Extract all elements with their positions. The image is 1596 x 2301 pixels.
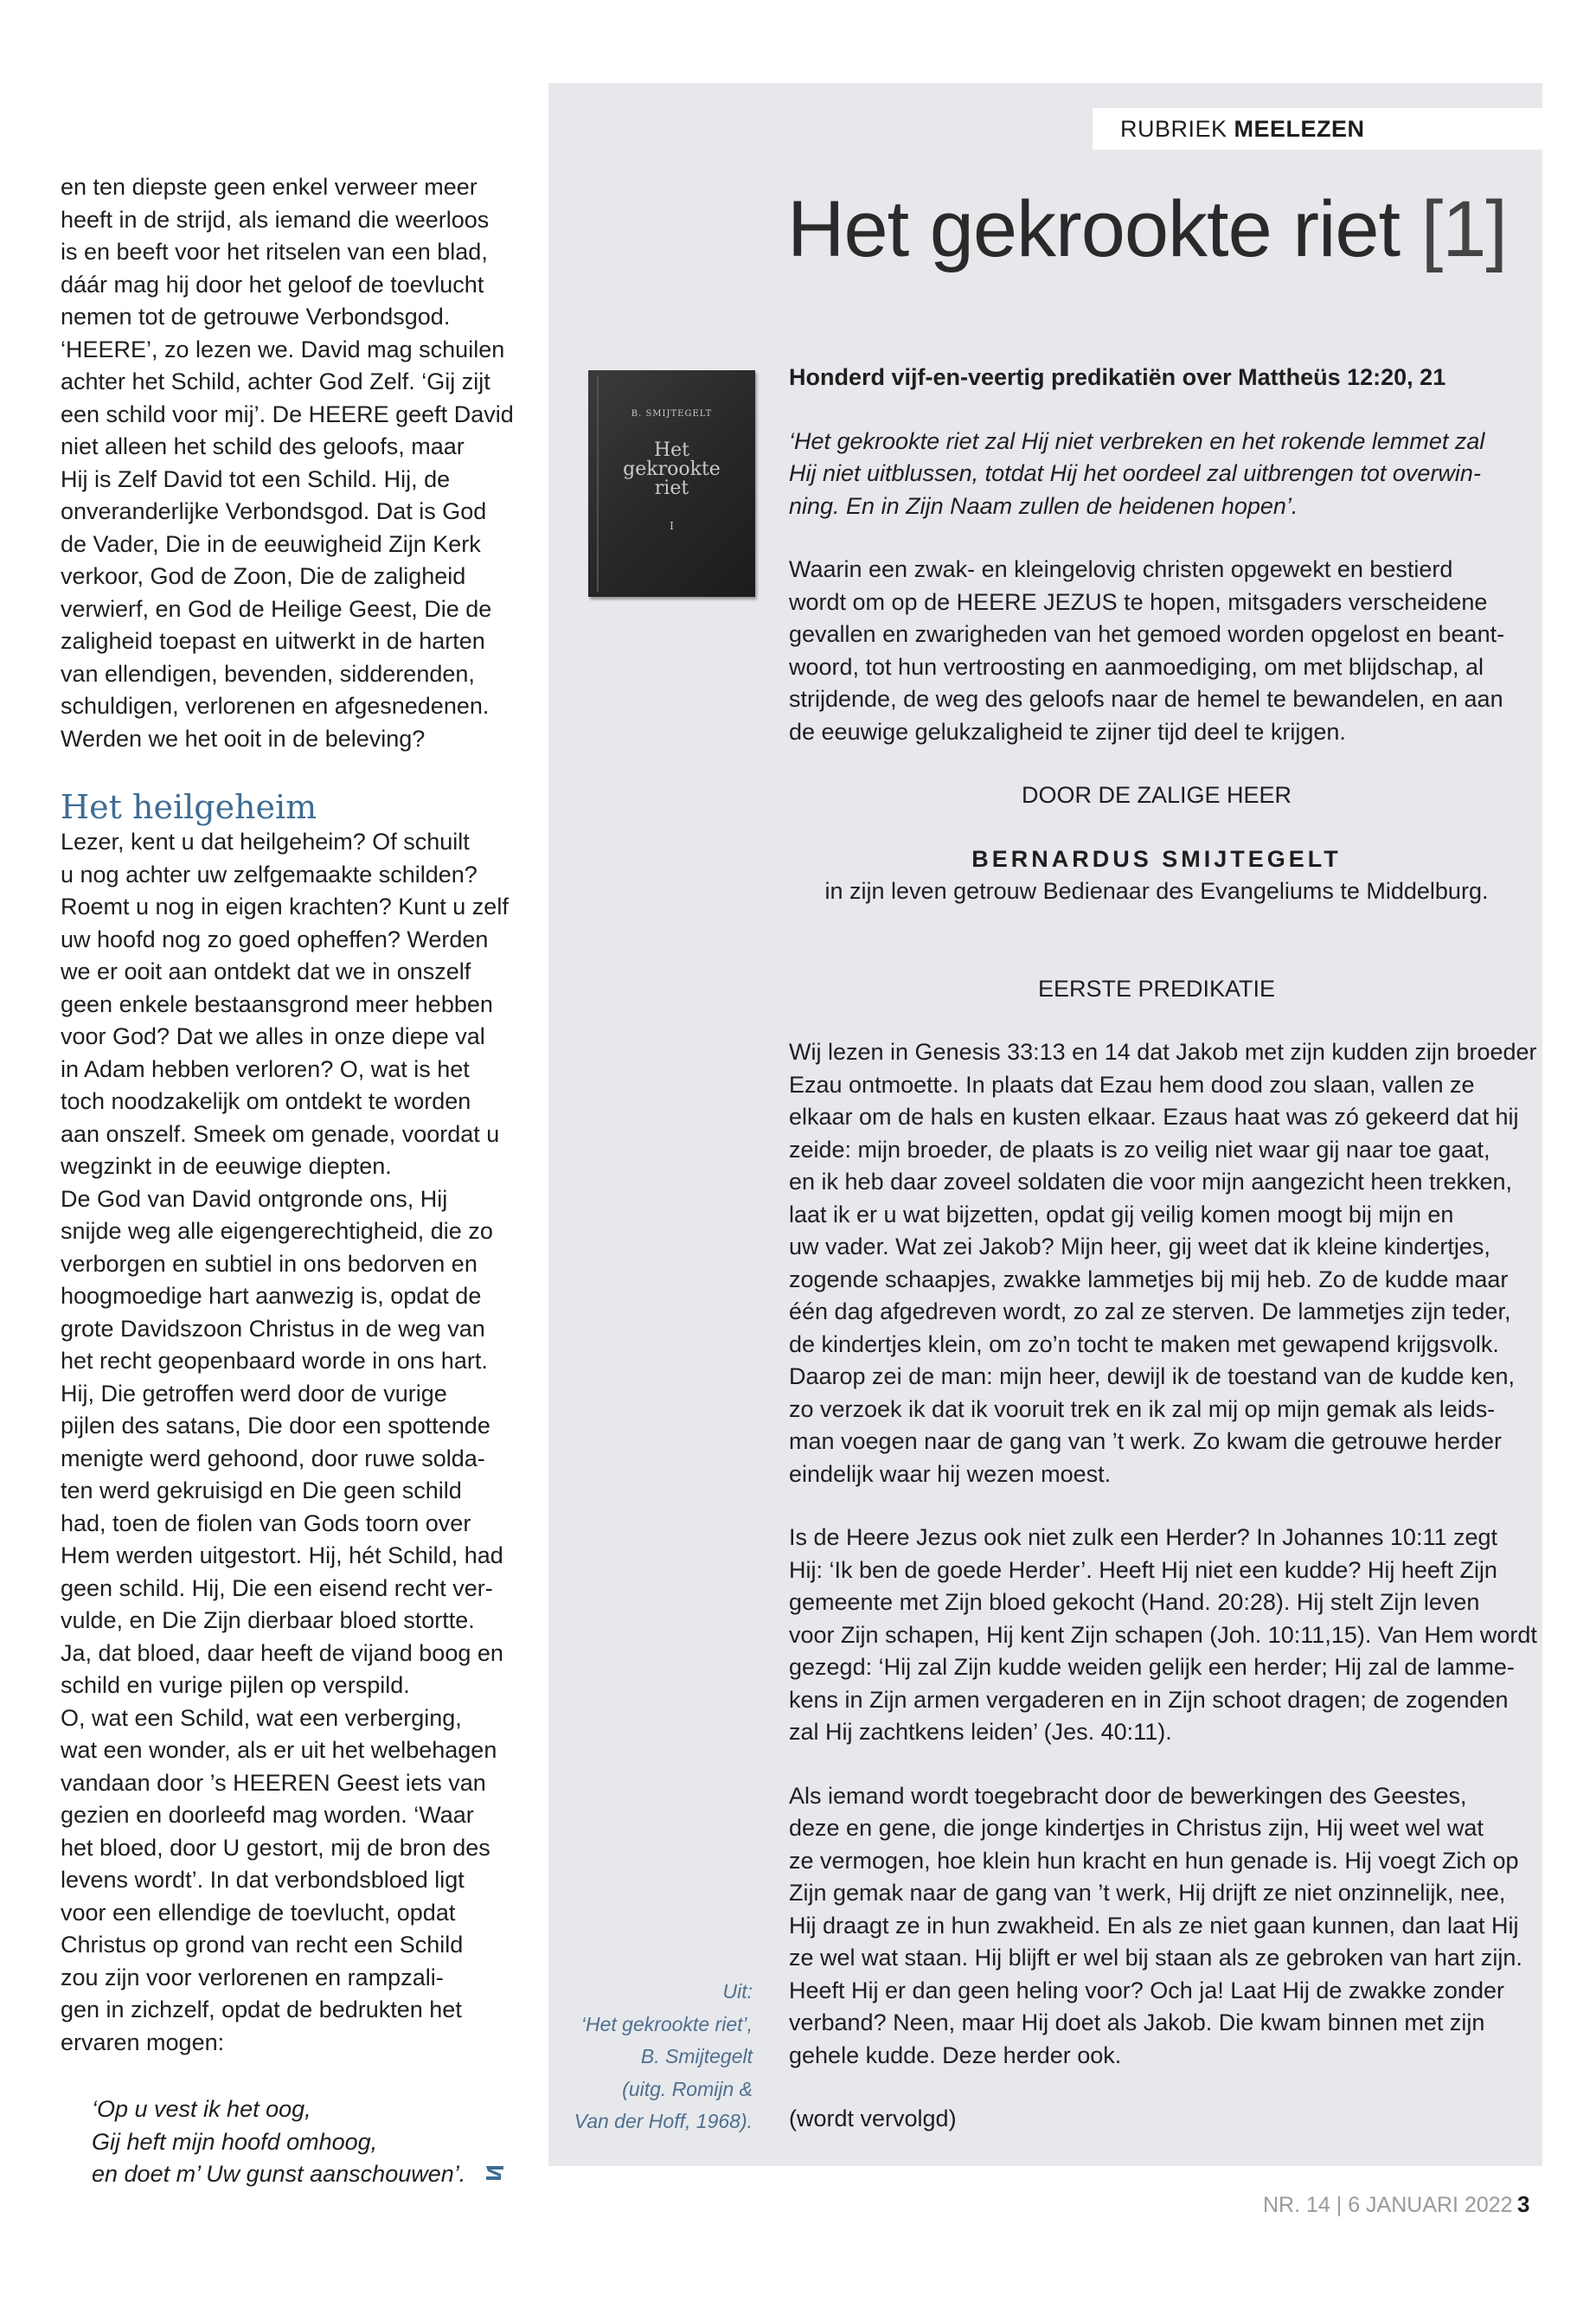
book-title-line: gekrookte xyxy=(623,458,721,480)
poem-quote xyxy=(92,2093,528,2192)
text-line: zogende schaapjes, zwakke lammetjes bij mij heb. Zo de kudde maar xyxy=(789,1266,1509,1292)
text-line: verwierf, en God de Heilige Geest, Die de xyxy=(61,595,492,622)
text-line: voor een ellendige de toevlucht, opdat xyxy=(61,1899,456,1926)
text-line: nemen tot de getrouwe Verbondsgod. xyxy=(61,304,451,330)
image-caption xyxy=(554,1976,753,2138)
text-line: achter het Schild, achter God Zelf. ‘Gij zijt xyxy=(61,369,490,394)
text-line: is en beeft voor het ritselen van een blad, xyxy=(61,239,488,265)
text-line: Ezau ontmoette. In plaats dat Ezau hem dood zou slaan, vallen ze xyxy=(789,1071,1475,1098)
text-line: het bloed, door U gestort, mij de bron des xyxy=(61,1834,490,1861)
rubric-label xyxy=(1093,108,1542,150)
text-line: u nog achter uw zelfgemaakte schilden? xyxy=(61,861,478,888)
text-line: zal Hij zachtkens leiden’ (Jes. 40:11). xyxy=(789,1719,1172,1745)
text-line: kens in Zijn armen vergaderen en in Zijn schoot dragen; de zogenden xyxy=(789,1686,1509,1713)
text-line: gezegd: ‘Hij zal Zijn kudde weiden gelijk een herder; Hij zal de lamme- xyxy=(789,1654,1515,1680)
text-line: ervaren mogen: xyxy=(61,2029,225,2055)
quote-line: Hij niet uitblussen, totdat Hij het oordeel zal uitbrengen tot overwin- xyxy=(789,460,1481,486)
text-line: het recht geopenbaard worde in ons hart. xyxy=(61,1348,488,1374)
left-paragraph-2 xyxy=(61,826,528,2059)
book-title-line: riet xyxy=(654,478,689,499)
article-subtitle: Honderd vijf-en-veertig predikatiën over Mattheüs 12:20, 21 xyxy=(789,364,1446,390)
text-line: gezien en doorleefd mag worden. ‘Waar xyxy=(61,1802,474,1828)
text-line: aan onszelf. Smeek om genade, voordat u xyxy=(61,1120,500,1147)
text-line: dáár mag hij door het geloof de toevlucht xyxy=(61,271,484,298)
text-line: uw vader. Wat zei Jakob? Mijn heer, gij weet dat ik kleine kindertjes, xyxy=(789,1234,1490,1259)
text-line: Lezer, kent u dat heilgeheim? Of schuilt xyxy=(61,829,470,855)
text-line: Waarin een zwak- en kleingelovig christen opgewekt en bestierd xyxy=(789,556,1453,582)
text-line: geen schild. Hij, Die een eisend recht ver- xyxy=(61,1574,493,1601)
text-line: wat een wonder, als er uit het welbehagen xyxy=(61,1737,497,1763)
text-line: onveranderlijke Verbondsgod. Dat is God xyxy=(61,498,487,524)
text-line: man voegen naar de gang van ’t werk. Zo kwam die getrouwe herder xyxy=(789,1428,1502,1454)
poem-line: en doet m’ Uw gunst aanschouwen’. xyxy=(92,2158,528,2192)
text-line: Hij draagt ze in hun zwakheid. En als ze niet gaan kunnen, dan laat Hij xyxy=(789,1912,1519,1939)
text-line: hoogmoedige hart aanwezig is, opdat de xyxy=(61,1283,482,1309)
text-line: zou zijn voor verlorenen en rampzali- xyxy=(61,1964,444,1990)
caption-line: ‘Het gekrookte riet’, xyxy=(580,2012,753,2035)
book-title-line: Het xyxy=(653,439,690,461)
text-line: wordt om op de HEERE JEZUS te hopen, mitsgaders verscheidene xyxy=(789,588,1488,615)
caption-line: B. Smijtegelt xyxy=(640,2045,753,2067)
text-line: schild en vurige pijlen op verspild. xyxy=(61,1672,410,1698)
text-line: zeide: mijn broeder, de plaats is zo veilig niet waar gij naar toe gaat, xyxy=(789,1136,1490,1163)
text-line: voor Zijn schapen, Hij kent Zijn schapen (Joh. 10:11,15). Van Hem wordt xyxy=(789,1621,1537,1648)
book-cover-title xyxy=(588,441,755,498)
article-title-text: Het gekrookte riet xyxy=(787,185,1401,273)
caption-line: Van der Hoff, 1968). xyxy=(574,2110,753,2132)
text-line: zaligheid toepast en uitwerkt in de harten xyxy=(61,628,485,654)
text-line: Zijn gemak naar de gang van ’t werk, Hij drijft ze niet onzinnelijk, nee, xyxy=(789,1880,1506,1906)
page-number: 3 xyxy=(1517,2191,1530,2217)
issue-info: NR. 14 | 6 JANUARI 2022 xyxy=(1263,2193,1513,2217)
article-title-number: [1] xyxy=(1420,185,1507,273)
text-line: toch noodzakelijk om ontdekt te worden xyxy=(61,1088,471,1114)
book-cover-image xyxy=(588,370,755,597)
magazine-logo-icon xyxy=(484,2159,505,2192)
poem-line: ‘Op u vest ik het oog, xyxy=(92,2096,311,2122)
quote-line: ning. En in Zijn Naam zullen de heidenen hopen’. xyxy=(789,492,1298,519)
text-line: schuldigen, verlorenen en afgesnedenen. xyxy=(61,693,490,719)
text-line: strijdende, de weg des geloofs naar de hemel te bewandelen, en aan xyxy=(789,686,1503,712)
to-be-continued: (wordt vervolgd) xyxy=(789,2106,957,2131)
scripture-quote xyxy=(789,426,1524,523)
text-line: Christus op grond van recht een Schild xyxy=(61,1932,464,1958)
door-line: DOOR DE ZALIGE HEER xyxy=(1021,782,1292,808)
quote-line: ‘Het gekrookte riet zal Hij niet verbreken en het rokende lemmet zal xyxy=(789,427,1485,454)
sermon-paragraph-1 xyxy=(789,1036,1537,1490)
text-line: de kindertjes klein, om zo’n tocht te maken met gewapend krijgsvolk. xyxy=(789,1330,1499,1357)
text-line: gehele kudde. Deze herder ook. xyxy=(789,2041,1122,2068)
left-column xyxy=(61,171,528,2192)
text-line: een schild voor mij’. De HEERE geeft David xyxy=(61,401,514,427)
text-line: wegzinkt in de eeuwige diepten. xyxy=(61,1153,392,1179)
text-line: en ik heb daar zoveel soldaten die voor mijn aangezicht heen trekken, xyxy=(789,1169,1513,1195)
sermon-paragraph-2 xyxy=(789,1522,1537,1749)
rubric-prefix: RUBRIEK xyxy=(1120,116,1227,142)
text-line: eindelijk waar hij wezen moest. xyxy=(789,1460,1112,1487)
article-body xyxy=(789,362,1537,2136)
text-line: verkoor, God de Zoon, Die de zaligheid xyxy=(61,563,466,589)
text-line: De God van David ontgronde ons, Hij xyxy=(61,1185,448,1212)
author-name: BERNARDUS SMIJTEGELT xyxy=(971,845,1342,872)
sermon-paragraph-3 xyxy=(789,1780,1524,2073)
text-line: heeft in de strijd, als iemand die weerloos xyxy=(61,206,490,233)
text-line: één dag afgedreven wordt, zo zal ze sterven. De lammetjes zijn teder, xyxy=(789,1298,1511,1324)
text-line: Hem werden uitgestort. Hij, hét Schild, had xyxy=(61,1542,503,1568)
sermon-heading: EERSTE PREDIKATIE xyxy=(1037,975,1276,1002)
section-heading: Het heilgeheim xyxy=(61,788,317,826)
text-line: Heeft Hij er dan geen heling voor? Och ja! Laat Hij de zwakke zonder xyxy=(789,1977,1504,2003)
text-line: grote Davidszoon Christus in de weg van xyxy=(61,1315,485,1342)
text-line: had, toen de fiolen van Gods toorn over xyxy=(61,1509,471,1536)
text-line: Roemt u nog in eigen krachten? Kunt u zelf xyxy=(61,894,509,920)
text-line: Daarop zei de man: mijn heer, dewijl ik de toestand van de kudde ken, xyxy=(789,1363,1516,1389)
book-cover-author: B. SMIJTEGELT xyxy=(631,409,713,419)
text-line: de Vader, Die in de eeuwigheid Zijn Kerk xyxy=(61,530,481,557)
text-line: verband? Neen, maar Hij doet als Jakob. Die kwam binnen met zijn xyxy=(789,2009,1485,2035)
text-line: vulde, en Die Zijn dierbaar bloed stortte. xyxy=(61,1607,475,1633)
text-line: Ja, dat bloed, daar heeft de vijand boog en xyxy=(61,1639,503,1666)
text-line: ze vermogen, hoe klein hun kracht en hun genade is. Hij voegt Zich op xyxy=(789,1847,1519,1874)
text-line: ‘HEERE’, zo lezen we. David mag schuilen xyxy=(61,336,505,362)
text-line: Wij lezen in Genesis 33:13 en 14 dat Jakob met zijn kudden zijn broeder xyxy=(789,1039,1537,1065)
text-line: verborgen en subtiel in ons bedorven en xyxy=(61,1250,478,1277)
text-line: vandaan door ’s HEEREN Geest iets van xyxy=(61,1769,486,1796)
text-line: gevallen en zwarigheden van het gemoed worden opgelost en beant- xyxy=(789,621,1505,647)
rubric-name: MEELEZEN xyxy=(1234,116,1365,142)
text-line: Hij: ‘Ik ben de goede Herder’. Heeft Hij niet een kudde? Hij heeft Zijn xyxy=(789,1556,1497,1583)
book-cover-volume: I xyxy=(670,520,674,532)
text-line: niet alleen het schild des geloofs, maar xyxy=(61,433,465,459)
text-line: voor God? Dat we alles in onze diepe val xyxy=(61,1023,485,1049)
intro-paragraph xyxy=(789,554,1524,748)
author-description: in zijn leven getrouw Bedienaar des Evangeliums te Middelburg. xyxy=(824,878,1489,904)
text-line: snijde weg alle eigengerechtigheid, die zo xyxy=(61,1218,493,1244)
text-line: in Adam hebben verloren? O, wat is het xyxy=(61,1055,470,1082)
text-line: woord, tot hun vertroosting en aanmoediging, om met blijdschap, al xyxy=(789,653,1484,680)
caption-line: (uitg. Romijn & xyxy=(622,2077,753,2100)
text-line: geen enkele bestaansgrond meer hebben xyxy=(61,990,493,1017)
text-line: ten werd gekruisigd en Die geen schild xyxy=(61,1477,462,1503)
text-line: ze wel wat staan. Hij blijft er wel bij staan als ze gebroken van hart zijn. xyxy=(789,1945,1522,1971)
text-line: pijlen des satans, Die door een spottende xyxy=(61,1413,490,1439)
text-line: gen in zichzelf, opdat de bedrukten het xyxy=(61,1997,462,2022)
text-line: Is de Heere Jezus ook niet zulk een Herder? In Johannes 10:11 zegt xyxy=(789,1524,1498,1550)
caption-line: Uit: xyxy=(722,1980,753,2003)
text-line: Hij is Zelf David tot een Schild. Hij, de xyxy=(61,465,451,492)
text-line: Als iemand wordt toegebracht door de bewerkingen des Geestes, xyxy=(789,1782,1467,1809)
text-line: levens wordt’. In dat verbondsbloed ligt xyxy=(61,1867,465,1893)
text-line: Werden we het ooit in de beleving? xyxy=(61,725,426,752)
article-title xyxy=(787,182,1507,277)
text-line: menigte werd gehoond, door ruwe solda- xyxy=(61,1445,485,1471)
text-line: elkaar om de hals en kusten elkaar. Ezaus haat was zó gekeerd dat hij xyxy=(789,1104,1519,1130)
text-line: zo verzoek ik dat ik vooruit trek en ik zal mij op mijn gemak als leids- xyxy=(789,1395,1496,1422)
text-line: uw hoofd nog zo goed opheffen? Werden xyxy=(61,926,489,952)
text-line: gemeente met Zijn bloed gekocht (Hand. 20:28). Hij stelt Zijn leven xyxy=(789,1589,1480,1615)
text-line: laat ik er u wat bijzetten, opdat gij veilig komen moogt bij mijn en xyxy=(789,1201,1454,1227)
text-line: Hij, Die getroffen werd door de vurige xyxy=(61,1380,447,1407)
left-paragraph-1 xyxy=(61,171,528,755)
text-line: deze en gene, die jonge kindertjes in Christus zijn, Hij weet wel wat xyxy=(789,1815,1484,1841)
text-line: en ten diepste geen enkel verweer meer xyxy=(61,174,478,200)
poem-line: Gij heft mijn hoofd omhoog, xyxy=(92,2128,378,2155)
text-line: de eeuwige gelukzaligheid te zijner tijd deel te krijgen. xyxy=(789,718,1346,745)
text-line: van ellendigen, bevenden, sidderenden, xyxy=(61,660,475,687)
text-line: O, wat een Schild, wat een verberging, xyxy=(61,1704,462,1731)
text-line: we er ooit aan ontdekt dat we in onszelf xyxy=(61,958,471,984)
